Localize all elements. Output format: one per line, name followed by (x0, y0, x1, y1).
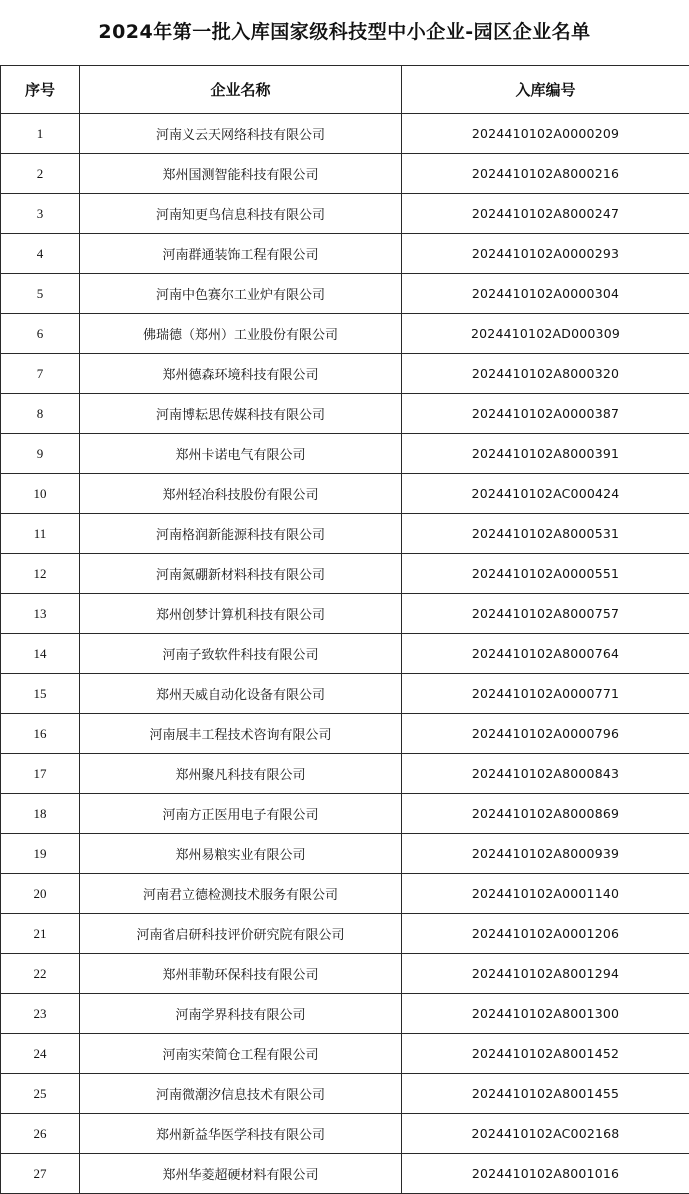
enterprise-name: 郑州德森环境科技有限公司 (80, 354, 402, 394)
registration-code: 2024410102A8000869 (402, 794, 689, 834)
registration-code: 2024410102AC000424 (402, 474, 689, 514)
table-row (1, 234, 689, 274)
enterprise-name: 郑州国测智能科技有限公司 (80, 154, 402, 194)
table-row (1, 354, 689, 394)
enterprise-name: 河南格润新能源科技有限公司 (80, 514, 402, 554)
table-row (1, 994, 689, 1034)
header-row (1, 66, 689, 114)
table-row (1, 674, 689, 714)
table-body (1, 114, 689, 1194)
table-row (1, 914, 689, 954)
registration-code: 2024410102A8001016 (402, 1154, 689, 1194)
table-row (1, 594, 689, 634)
enterprise-name: 郑州天威自动化设备有限公司 (80, 674, 402, 714)
registration-code: 2024410102A8000939 (402, 834, 689, 874)
enterprise-name: 佛瑞德（郑州）工业股份有限公司 (80, 314, 402, 354)
document-title: 2024年第一批入库国家级科技型中小企业-园区企业名单 (98, 21, 591, 43)
row-index: 25 (1, 1074, 80, 1114)
table-row (1, 794, 689, 834)
row-index: 14 (1, 634, 80, 674)
registration-code: 2024410102A0001206 (402, 914, 689, 954)
row-index: 5 (1, 274, 80, 314)
enterprise-name: 河南省启研科技评价研究院有限公司 (80, 914, 402, 954)
enterprise-name: 河南博耘思传媒科技有限公司 (80, 394, 402, 434)
registration-code: 2024410102A8000216 (402, 154, 689, 194)
registration-code: 2024410102AD000309 (402, 314, 689, 354)
row-index: 6 (1, 314, 80, 354)
enterprise-name: 河南义云天网络科技有限公司 (80, 114, 402, 154)
registration-code: 2024410102A8001300 (402, 994, 689, 1034)
registration-code: 2024410102A8000391 (402, 434, 689, 474)
registration-code: 2024410102A0000796 (402, 714, 689, 754)
enterprise-name: 河南知更鸟信息科技有限公司 (80, 194, 402, 234)
row-index: 13 (1, 594, 80, 634)
enterprise-name: 郑州聚凡科技有限公司 (80, 754, 402, 794)
enterprise-name: 郑州菲勒环保科技有限公司 (80, 954, 402, 994)
enterprise-name: 河南微潮汐信息技术有限公司 (80, 1074, 402, 1114)
row-index: 24 (1, 1034, 80, 1074)
registration-code: 2024410102A0000304 (402, 274, 689, 314)
row-index: 10 (1, 474, 80, 514)
table-row (1, 474, 689, 514)
table-row (1, 554, 689, 594)
row-index: 22 (1, 954, 80, 994)
row-index: 4 (1, 234, 80, 274)
row-index: 21 (1, 914, 80, 954)
registration-code: 2024410102A0000387 (402, 394, 689, 434)
column-header-code: 入库编号 (402, 66, 689, 114)
registration-code: 2024410102A8000247 (402, 194, 689, 234)
registration-code: 2024410102A0000551 (402, 554, 689, 594)
enterprise-name: 河南展丰工程技术咨询有限公司 (80, 714, 402, 754)
table-row (1, 834, 689, 874)
table-row (1, 1074, 689, 1114)
column-header-index: 序号 (1, 66, 80, 114)
enterprise-name: 郑州创梦计算机科技有限公司 (80, 594, 402, 634)
row-index: 18 (1, 794, 80, 834)
table-row (1, 394, 689, 434)
row-index: 23 (1, 994, 80, 1034)
row-index: 20 (1, 874, 80, 914)
registration-code: 2024410102A0001140 (402, 874, 689, 914)
table-row (1, 114, 689, 154)
row-index: 12 (1, 554, 80, 594)
row-index: 8 (1, 394, 80, 434)
row-index: 19 (1, 834, 80, 874)
table-row (1, 514, 689, 554)
enterprise-name: 河南中色赛尔工业炉有限公司 (80, 274, 402, 314)
registration-code: 2024410102A0000771 (402, 674, 689, 714)
registration-code: 2024410102A8000764 (402, 634, 689, 674)
enterprise-name: 河南学界科技有限公司 (80, 994, 402, 1034)
table-row (1, 194, 689, 234)
registration-code: 2024410102A8000757 (402, 594, 689, 634)
enterprise-name: 郑州轻冶科技股份有限公司 (80, 474, 402, 514)
table-row (1, 1154, 689, 1194)
registration-code: 2024410102A8001455 (402, 1074, 689, 1114)
enterprise-name: 河南君立德检测技术服务有限公司 (80, 874, 402, 914)
row-index: 3 (1, 194, 80, 234)
enterprise-name: 河南子致软件科技有限公司 (80, 634, 402, 674)
table-row (1, 634, 689, 674)
enterprise-name: 郑州卡诺电气有限公司 (80, 434, 402, 474)
registration-code: 2024410102A8001452 (402, 1034, 689, 1074)
row-index: 1 (1, 114, 80, 154)
table-row (1, 874, 689, 914)
column-header-name: 企业名称 (80, 66, 402, 114)
row-index: 7 (1, 354, 80, 394)
row-index: 9 (1, 434, 80, 474)
registration-code: 2024410102A8001294 (402, 954, 689, 994)
registration-code: 2024410102A0000293 (402, 234, 689, 274)
row-index: 27 (1, 1154, 80, 1194)
row-index: 11 (1, 514, 80, 554)
table-row (1, 434, 689, 474)
enterprise-name: 河南实荣简仓工程有限公司 (80, 1034, 402, 1074)
table-row (1, 1034, 689, 1074)
row-index: 17 (1, 754, 80, 794)
enterprise-name: 郑州新益华医学科技有限公司 (80, 1114, 402, 1154)
registration-code: 2024410102AC002168 (402, 1114, 689, 1154)
table-row (1, 1114, 689, 1154)
table-row (1, 314, 689, 354)
row-index: 26 (1, 1114, 80, 1154)
registration-code: 2024410102A0000209 (402, 114, 689, 154)
table-row (1, 754, 689, 794)
enterprise-name: 河南氮硼新材料科技有限公司 (80, 554, 402, 594)
registration-code: 2024410102A8000531 (402, 514, 689, 554)
table-row (1, 954, 689, 994)
enterprise-name: 郑州易粮实业有限公司 (80, 834, 402, 874)
table-row (1, 714, 689, 754)
row-index: 15 (1, 674, 80, 714)
enterprise-name: 河南群通装饰工程有限公司 (80, 234, 402, 274)
enterprise-table (0, 65, 689, 1194)
enterprise-name: 河南方正医用电子有限公司 (80, 794, 402, 834)
row-index: 2 (1, 154, 80, 194)
registration-code: 2024410102A8000843 (402, 754, 689, 794)
table-row (1, 274, 689, 314)
row-index: 16 (1, 714, 80, 754)
table-row (1, 154, 689, 194)
table-header (1, 66, 689, 114)
enterprise-name: 郑州华菱超硬材料有限公司 (80, 1154, 402, 1194)
registration-code: 2024410102A8000320 (402, 354, 689, 394)
